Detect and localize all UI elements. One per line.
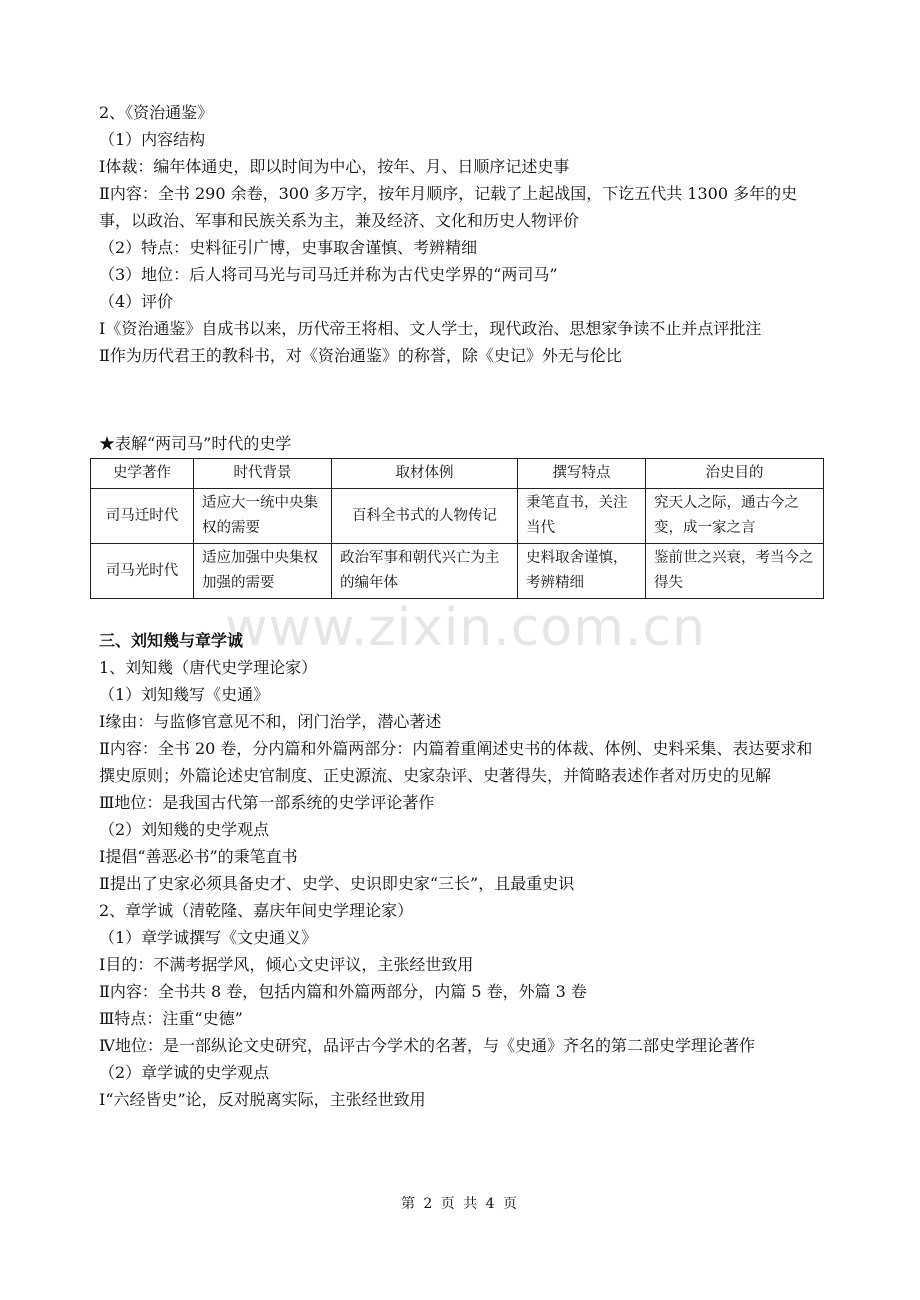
watermark: www.zixin.com.cn [225, 598, 706, 658]
table-cell: 司马光时代 [91, 544, 194, 599]
section-heading: 三、刘知幾与章学诚 [99, 631, 244, 650]
table-cell: 史料取舍谨慎，考辨精细 [518, 544, 646, 599]
table-caption-wrap [99, 430, 824, 457]
column-header: 撰写特点 [518, 459, 646, 489]
table-row [91, 489, 824, 544]
paragraph: Ⅱ作为历代君王的教科书，对《资治通鉴》的称誉，除《史记》外无与伦比 [99, 346, 622, 365]
column-header: 取材体例 [332, 459, 518, 489]
table-cell: 百科全书式的人物传记 [332, 489, 518, 544]
item-heading: （2）章学诚的史学观点 [99, 1063, 270, 1082]
two-sima-table [90, 458, 824, 599]
item-heading: （1）刘知幾写《史通》 [99, 685, 270, 704]
item-heading: （1）章学诚撰写《文史通义》 [99, 928, 318, 947]
paragraph: Ⅰ目的：不满考据学风，倾心文史评议，主张经世致用 [99, 955, 474, 974]
table-cell: 司马迁时代 [91, 489, 194, 544]
column-header: 史学著作 [91, 459, 194, 489]
table-cell: 鉴前世之兴衰，考当今之得失 [646, 544, 824, 599]
table-row [91, 544, 824, 599]
paragraph: Ⅱ内容：全书 290 余卷，300 多万字，按年月顺序，记载了上起战国，下讫五代共 1300 多年的史事，以政治、军事和民族关系为主，兼及经济、文化和历史人物评价 [99, 184, 798, 230]
section-liu-zhang [99, 627, 824, 1113]
item-heading: （1）内容结构 [99, 130, 206, 149]
paragraph: Ⅱ提出了史家必须具备史才、史学、史识即史家“三长”，且最重史识 [99, 874, 575, 893]
paragraph: Ⅱ内容：全书 20 卷，分内篇和外篇两部分：内篇着重阐述史书的体裁、体例、史料采集、表达要求和撰史原则；外篇论述史官制度、正史源流、史家杂评、史著得失，并简略表述作者对历史的见解 [99, 739, 813, 785]
paragraph: Ⅱ内容：全书共 8 卷，包括内篇和外篇两部分，内篇 5 卷，外篇 3 卷 [99, 982, 587, 1001]
item-heading: （4）评价 [99, 292, 174, 311]
subsection-title: 1、刘知幾（唐代史学理论家） [99, 658, 318, 677]
subsection-title: 2、《资治通鉴》 [99, 103, 214, 122]
table-caption: ★表解“两司马”时代的史学 [99, 434, 292, 453]
column-header: 治史目的 [646, 459, 824, 489]
table-cell: 秉笔直书，关注当代 [518, 489, 646, 544]
table-cell: 适应加强中央集权加强的需要 [194, 544, 332, 599]
paragraph: Ⅲ地位：是我国古代第一部系统的史学评论著作 [99, 793, 435, 812]
paragraph: Ⅰ《资治通鉴》自成书以来，历代帝王将相、文人学士，现代政治、思想家争读不止并点评批注 [99, 319, 762, 338]
column-header: 时代背景 [194, 459, 332, 489]
page-footer: 第 2 页 共 4 页 [400, 1196, 520, 1212]
section-zizhi-tongjian [99, 99, 824, 369]
paragraph: Ⅰ体裁：编年体通史，即以时间为中心，按年、月、日顺序记述史事 [99, 157, 570, 176]
table-cell: 适应大一统中央集权的需要 [194, 489, 332, 544]
paragraph: Ⅰ提倡“善恶必书”的秉笔直书 [99, 847, 298, 866]
paragraph: Ⅳ地位：是一部纵论文史研究，品评古今学术的名著，与《史通》齐名的第二部史学理论著作 [99, 1036, 755, 1055]
table-cell: 究天人之际，通古今之变，成一家之言 [646, 489, 824, 544]
paragraph: （3）地位：后人将司马光与司马迁并称为古代史学界的“两司马” [99, 265, 558, 284]
paragraph: Ⅰ“六经皆史”论，反对脱离实际，主张经世致用 [99, 1090, 426, 1109]
paragraph: Ⅲ特点：注重“史德” [99, 1009, 243, 1028]
item-heading: （2）刘知幾的史学观点 [99, 820, 270, 839]
table-cell: 政治军事和朝代兴亡为主的编年体 [332, 544, 518, 599]
subsection-title: 2、章学诚（清乾隆、嘉庆年间史学理论家） [99, 901, 414, 920]
paragraph: （2）特点：史料征引广博，史事取舍谨慎、考辨精细 [99, 238, 478, 257]
table-header-row [91, 459, 824, 489]
paragraph: Ⅰ缘由：与监修官意见不和，闭门治学，潜心著述 [99, 712, 442, 731]
